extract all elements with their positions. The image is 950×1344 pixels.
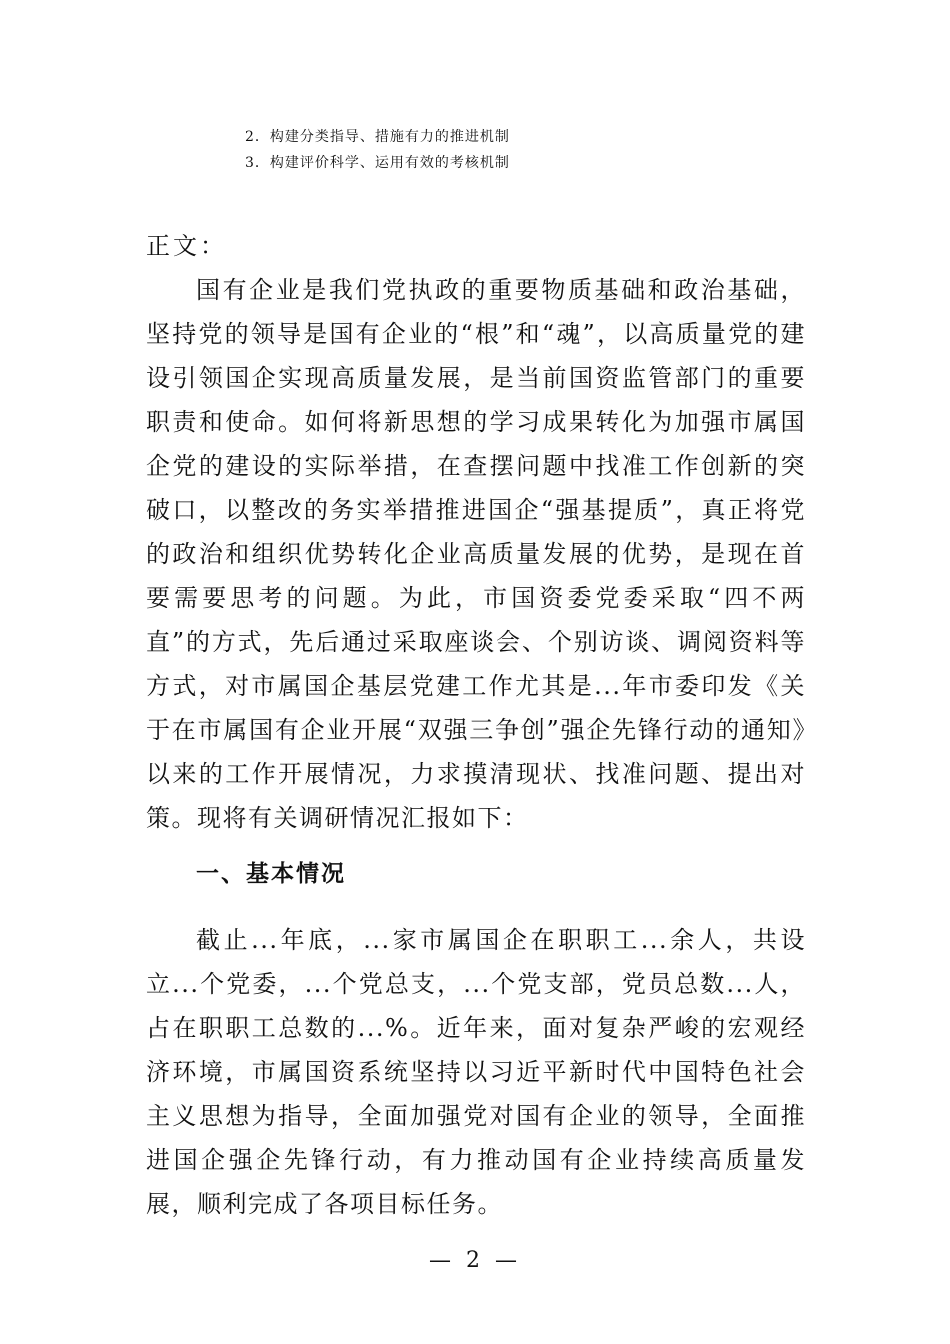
basic-situation-paragraph: 截止...年底，...家市属国企在职职工...余人，共设立...个党委，...个党总支，...个党支部，党员总数...人，占在职职工总数的...%。近年来，面对复杂严峻的宏观经济环境，市属国资系统坚持以习近平新时代中国特色社会主义思想为指导，全面加强党对国有企业的领导，全面推进国企强企先锋行动，有力推动国有企业持续高质量发展，顺利完成了各项目标任务。	[146, 926, 806, 1218]
body-label: 正文：	[146, 232, 227, 260]
toc-list	[245, 124, 510, 176]
page-number: — 2 —	[429, 1248, 521, 1273]
intro-paragraph: 国有企业是我们党执政的重要物质基础和政治基础，坚持党的领导是国有企业的“根”和“魂”，以高质量党的建设引领国企实现高质量发展，是当前国资监管部门的重要职责和使命。如何将新思想的学习成果转化为加强市属国企党的建设的实际举措，在查摆问题中找准工作创新的突破口，以整改的务实举措推进国企“强基提质”，真正将党的政治和组织优势转化企业高质量发展的优势，是现在首要需要思考的问题。为此，市国资委党委采取“四不两直”的方式，先后通过采取座谈会、个别访谈、调阅资料等方式，对市属国企基层党建工作尤其是...年市委印发《关于在市属国有企业开展“双强三争创”强企先锋行动的通知》以来的工作开展情况，力求摸清现状、找准问题、提出对策。现将有关调研情况汇报如下：	[146, 276, 806, 832]
toc-item: 2．构建分类指导、措施有力的推进机制	[245, 129, 510, 145]
toc-item: 3．构建评价科学、运用有效的考核机制	[245, 155, 510, 171]
section-heading: 一、基本情况	[196, 861, 346, 887]
